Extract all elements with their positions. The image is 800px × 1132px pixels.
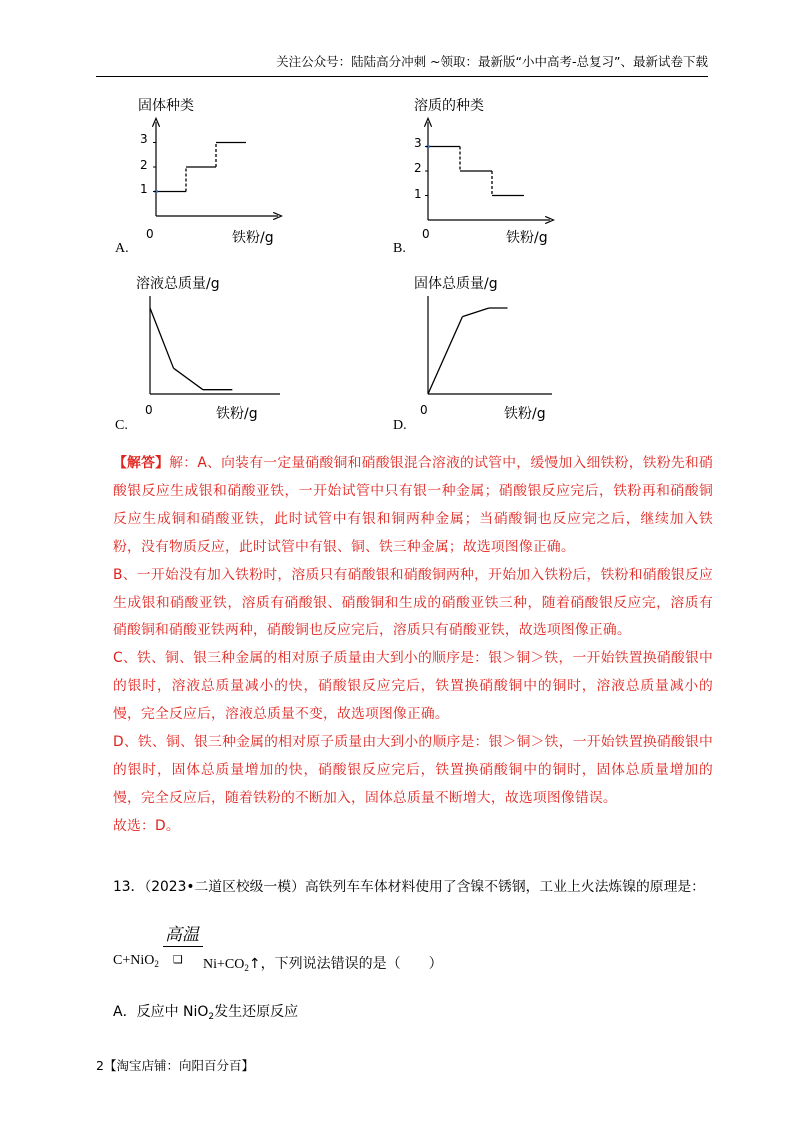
header-text: 关注公众号：陆陆高分冲刺 ~领取：最新版“小中高考-总复习”、最新试卷下载 [276, 54, 708, 69]
answer-explanation [113, 450, 713, 841]
option-label-a: A. [115, 241, 129, 256]
series-layer [428, 308, 508, 394]
x-axis-label: 铁粉/g [506, 230, 548, 246]
graph-c [128, 270, 368, 430]
series-layer [150, 308, 232, 390]
option-a-pre: A．反应中 NiO [113, 1004, 209, 1020]
answer-paragraph-c: C、铁、铜、银三种金属的相对原子质量由大到小的顺序是：银＞铜＞铁，一开始铁置换硝酸银中的银时，溶液总质量减小的快，硝酸银反应完后，铁置换硝酸铜中的铜时，溶液总质量减小的慢，完全反应后，溶液总质量不变，故选项图像正确。 [113, 650, 713, 723]
answer-paragraph-d: D、铁、铜、银三种金属的相对原子质量由大到小的顺序是：银＞铜＞铁，一开始铁置换硝酸银中的银时，固体总质量增加的快，硝酸银反应完后，铁置换硝酸铜中的铜时，固体总质量增加的慢，完全反应后，随着铁粉的不断加入，固体总质量不断增大，故选项图像错误。 [113, 734, 713, 806]
graph-b [402, 92, 642, 252]
option-label-c: C. [115, 418, 128, 433]
equation-rhs: Ni+CO [203, 957, 245, 972]
answer-paragraph-b: B、一开始没有加入铁粉时，溶质只有硝酸银和硝酸铜两种，开始加入铁粉后，铁粉和硝酸银反应生成银和硝酸亚铁，溶质有硝酸银、硝酸铜和生成的硝酸亚铁三种，随着硝酸银反应完，溶质有硝酸铜和硝酸亚铁两种，硝酸铜也反应完后，溶质只有硝酸亚铁，故选项图像正确。 [113, 566, 713, 639]
series-layer [425, 145, 524, 196]
equation-lhs: C+NiO [113, 953, 155, 968]
series-layer [153, 143, 246, 194]
question-13-stem: 13．（2023•二道区校级一模）高铁列车车体材料使用了含镍不锈钢，工业上火法炼镍的原理是： [113, 879, 705, 895]
series-segment [428, 317, 462, 394]
series-segment [462, 308, 489, 317]
option-label-b: B. [393, 241, 406, 256]
y-tick-1: 1 [414, 187, 422, 201]
answer-conclusion: 故选：D。 [113, 817, 180, 834]
reaction-condition: 高温 [165, 925, 199, 945]
graph-a [128, 92, 368, 252]
equation-tail: ↑，下列说法错误的是（ ） [248, 956, 443, 972]
graph-d-svg [402, 270, 642, 430]
option-a-post: 发生还原反应 [214, 1004, 299, 1020]
y-axis-label: 固体总质量/g [414, 276, 498, 292]
reaction-equation [113, 920, 713, 990]
equation-rhs-subscript: 2 [244, 963, 249, 973]
series-segment [150, 308, 174, 368]
origin-label: 0 [146, 227, 154, 241]
page-number: 2 [96, 1058, 104, 1073]
y-tick-3: 3 [414, 136, 422, 150]
graph-b-svg [402, 92, 642, 252]
series-segment [174, 368, 203, 390]
x-axis-label: 铁粉/g [232, 230, 274, 246]
option-a-subscript: 2 [208, 1012, 215, 1022]
question-13-option-a [113, 1001, 298, 1021]
page-footer [96, 1056, 254, 1074]
placeholder-box-icon: ❑ [173, 953, 183, 966]
option-label-d: D. [393, 418, 407, 433]
equation-lhs-subscript: 2 [154, 959, 159, 969]
answer-tag: 【解答】 [113, 455, 170, 471]
y-axis-label: 固体种类 [138, 98, 194, 114]
x-axis-label: 铁粉/g [504, 406, 546, 422]
x-axis-label: 铁粉/g [216, 406, 258, 422]
equation-products [203, 953, 443, 973]
origin-label: 0 [145, 403, 153, 417]
y-axis-label: 溶液总质量/g [136, 276, 220, 292]
graph-c-svg [128, 270, 368, 430]
answer-text-a: 解：A、向装有一定量硝酸铜和硝酸银混合溶液的试管中，缓慢加入细铁粉，铁粉先和硝酸银反应生成银和硝酸亚铁，一开始试管中只有银一种金属；硝酸银反应完后，铁粉再和硝酸铜反应生成铜和硝酸亚铁，此时试管中有银和铜两种金属；当硝酸铜也反应完之后，继续加入铁粉，没有物质反应，此时试管中有银、铜、铁三种金属；故选项图像正确。 [113, 455, 713, 555]
equation-reactants [113, 953, 159, 969]
y-tick-2: 2 [414, 161, 422, 175]
y-tick-3: 3 [140, 132, 148, 146]
y-axis-label: 溶质的种类 [414, 98, 484, 114]
y-tick-2: 2 [140, 158, 148, 172]
graph-a-svg [128, 92, 368, 252]
reaction-arrow-line [163, 946, 203, 947]
origin-label: 0 [422, 227, 430, 241]
origin-label: 0 [420, 403, 428, 417]
page-header [96, 52, 708, 77]
y-tick-1: 1 [140, 182, 148, 196]
footer-text: 【淘宝店铺：向阳百分百】 [103, 1058, 254, 1073]
graph-d [402, 270, 642, 430]
answer-paragraph-a [113, 450, 713, 562]
